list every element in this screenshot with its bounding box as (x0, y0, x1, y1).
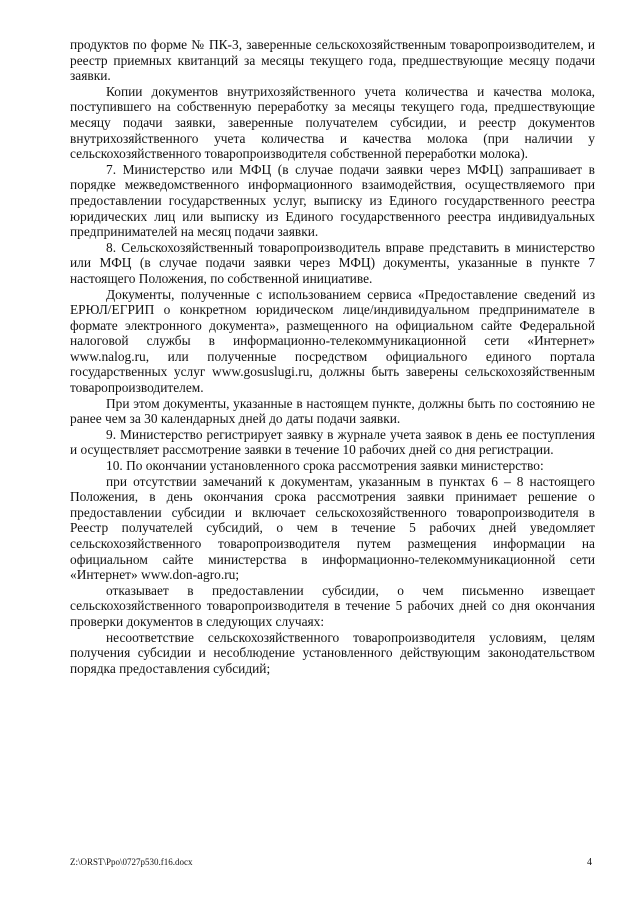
footer-page-number: 4 (587, 857, 592, 868)
paragraph-continuation: продуктов по форме № ПК-3, заверенные сельскохозяйственным товаропроизводителем, и реестр приемных квитанций за месяцы текущего года, предшествующие месяцу подачи заявки. (70, 37, 595, 84)
paragraph-item-10: 10. По окончании установленного срока рассмотрения заявки министерство: (106, 458, 544, 474)
paragraph-approval-decision: при отсутствии замечаний к документам, указанным в пунктах 6 – 8 настоящего Положения, в день окончания срока рассмотрения заявки принимает решение о предоставлении субсидии и включает сельскохозяйственного товаропроизводителя в Реестр получателей субсидий, о чем в течение 5 рабочих дней уведомляет сельскохозяйственного товаропроизводителя путем размещения информации на официальном сайте министерства в информационно-телекоммуникационной сети «Интернет» www.don-agro.ru; (70, 473, 595, 583)
paragraph-egrul-documents: Документы, полученные с использованием сервиса «Предоставление сведений из ЕРЮЛ/ЕГРИП о конкретном юридическом лице/индивидуальном предпринимателе в формате электронного документа», размещенного на официальном сайте Федеральной налоговой службы в информационно-телекоммуникационной сети «Интернет» www.nalog.ru, или полученные посредством официального единого портала государственных услуг www.gosuslugi.ru, должны быть заверены сельскохозяйственным товаропроизводителем. (70, 286, 595, 396)
paragraph-milk-accounting-copies: Копии документов внутрихозяйственного учета количества и качества молока, поступившего на собственную переработку за месяцы текущего года, предшествующие месяцу подачи заявки, заверенные получателем субсидии, и реестр документов внутрихозяйственного учета количества и качества молока (при наличии у сельскохозяйственного товаропроизводителя собственной переработки молока). (70, 83, 595, 162)
paragraph-nonconformity: несоответствие сельскохозяйственного товаропроизводителя условиям, целям получения субсидии и несоблюдение установленного действующим законодательством порядка предоставления субсидий; (70, 629, 595, 676)
paragraph-item-9: 9. Министерство регистрирует заявку в журнале учета заявок в день ее поступления и осуществляет рассмотрение заявки в течение 10 рабочих дней со дня регистрации. (70, 426, 595, 458)
paragraph-item-7: 7. Министерство или МФЦ (в случае подачи заявки через МФЦ) запрашивает в порядке межведомственного информационного взаимодействия, осуществляемого при предоставлении государственных услуг, выписку из Единого государственного реестра юридических лиц или выписку из Единого государственного реестра индивидуальных предпринимателей на месяц подачи заявки. (70, 161, 595, 240)
paragraph-document-validity: При этом документы, указанные в настоящем пункте, должны быть по состоянию не ранее чем за 30 календарных дней до даты подачи заявки. (70, 395, 595, 427)
footer-file-path: Z:\ORST\Ppo\0727p530.f16.docx (70, 857, 193, 867)
paragraph-item-8: 8. Сельскохозяйственный товаропроизводитель вправе представить в министерство или МФЦ (в случае подачи заявки через МФЦ) документы, указанные в пункте 7 настоящего Положения, по собственной инициативе. (70, 239, 595, 286)
paragraph-refusal: отказывает в предоставлении субсидии, о чем письменно извещает сельскохозяйственного товаропроизводителя в течение 5 рабочих дней со дня окончания проверки документов в следующих случаях: (70, 582, 595, 629)
document-page (70, 37, 595, 676)
